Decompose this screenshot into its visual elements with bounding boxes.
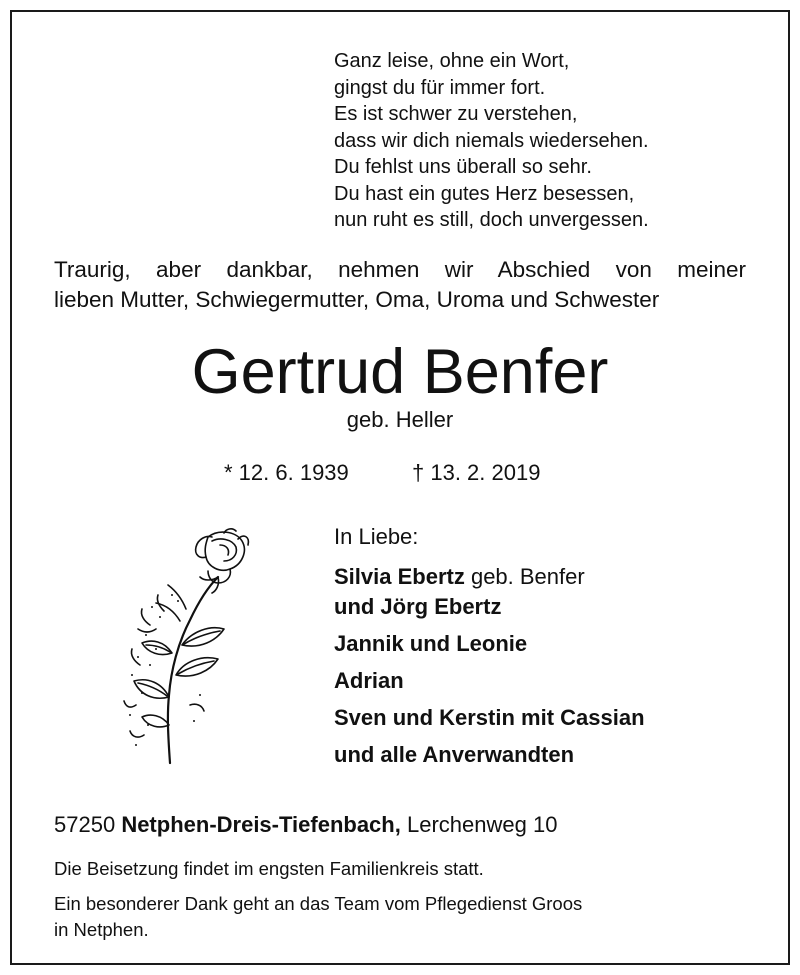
maiden-name: geb. Heller <box>346 407 454 432</box>
thanks-note <box>54 891 754 943</box>
thanks-line: in Netphen. <box>54 919 149 940</box>
deceased-name: Gertrud Benfer <box>191 337 609 407</box>
mourners-list <box>334 522 645 770</box>
birth-date: * 12. 6. 1939 <box>224 460 349 485</box>
mourner-line <box>334 562 645 592</box>
mourner-line: Adrian <box>334 668 404 693</box>
poem-line: Ganz leise, ohne ein Wort, <box>334 50 570 72</box>
place-name: Netphen-Dreis-Tiefenbach, <box>121 812 401 837</box>
intro-line: Traurig, aber dankbar, nehmen wir Abschied von meiner <box>54 257 746 282</box>
poem-line: Du hast ein gutes Herz besessen, <box>334 182 635 205</box>
mourner-line: Sven und Kerstin mit Cassian <box>334 705 645 730</box>
mourners-heading: In Liebe: <box>334 524 419 549</box>
death-date: † 13. 2. 2019 <box>412 460 541 485</box>
mourner-line: Jannik und Leonie <box>334 631 528 656</box>
mourner-name: Silvia Ebertz <box>334 564 465 589</box>
thanks-line: Ein besonderer Dank geht an das Team vom Pflegedienst Groos <box>54 893 583 914</box>
intro-line: lieben Mutter, Schwiegermutter, Oma, Uroma und Schwester <box>54 287 660 312</box>
poem <box>334 48 649 234</box>
poem-line: gingst du für immer fort. <box>334 76 546 99</box>
poem-line: nun ruht es still, doch unvergessen. <box>334 209 649 231</box>
mourner-line: und Jörg Ebertz <box>334 594 502 619</box>
postal-code: 57250 <box>54 812 116 837</box>
intro-text <box>54 255 746 315</box>
address <box>54 812 557 838</box>
obituary-notice <box>10 10 790 965</box>
street: Lerchenweg 10 <box>406 812 558 837</box>
poem-line: Du fehlst uns überall so sehr. <box>334 156 592 178</box>
burial-note: Die Beisetzung findet im engsten Familienkreis statt. <box>54 858 484 879</box>
poem-line: dass wir dich niemals wiedersehen. <box>334 129 649 152</box>
rose-icon <box>120 525 252 765</box>
poem-line: Es ist schwer zu verstehen, <box>334 103 578 125</box>
mourner-maiden-name: geb. Benfer <box>464 564 585 589</box>
mourner-line: und alle Anverwandten <box>334 742 575 767</box>
